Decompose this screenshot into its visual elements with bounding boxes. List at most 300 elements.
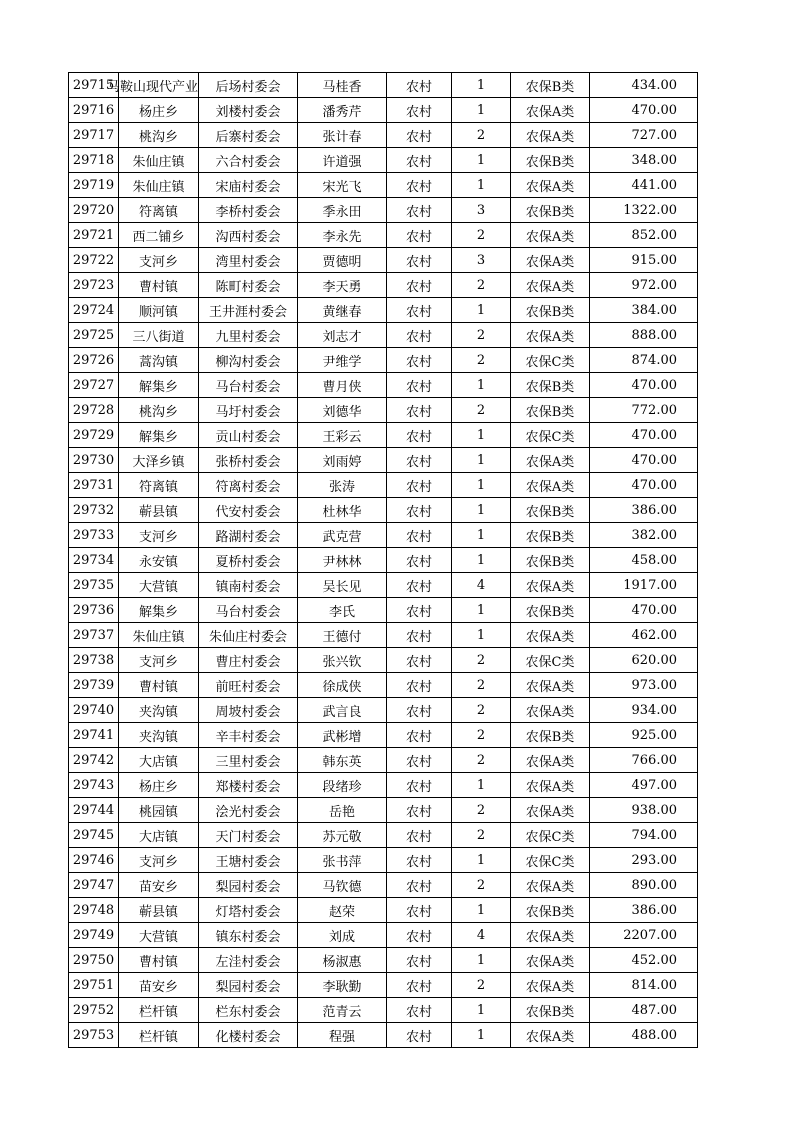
insurance-category-cell: 农保A类 bbox=[511, 748, 590, 773]
family-size-cell: 1 bbox=[452, 523, 511, 548]
serial-number-cell: 29726 bbox=[69, 348, 119, 373]
insurance-category-cell: 农保A类 bbox=[511, 223, 590, 248]
household-type-cell: 农村 bbox=[387, 448, 452, 473]
family-size-cell: 1 bbox=[452, 73, 511, 98]
household-type-cell: 农村 bbox=[387, 673, 452, 698]
name-cell: 尹维学 bbox=[298, 348, 387, 373]
family-size-cell: 4 bbox=[452, 923, 511, 948]
family-size-cell: 1 bbox=[452, 298, 511, 323]
serial-number-cell: 29737 bbox=[69, 623, 119, 648]
household-type-cell: 农村 bbox=[387, 123, 452, 148]
serial-number-cell: 29723 bbox=[69, 273, 119, 298]
village-committee-cell: 沟西村委会 bbox=[199, 223, 298, 248]
table-row bbox=[69, 873, 698, 898]
village-committee-cell: 陈町村委会 bbox=[199, 273, 298, 298]
table-body bbox=[69, 73, 698, 1048]
household-type-cell: 农村 bbox=[387, 823, 452, 848]
township-cell: 顺河镇 bbox=[119, 298, 199, 323]
amount-cell: 888.00 bbox=[590, 323, 698, 348]
township-cell: 苗安乡 bbox=[119, 873, 199, 898]
village-committee-cell: 张桥村委会 bbox=[199, 448, 298, 473]
name-cell: 刘雨婷 bbox=[298, 448, 387, 473]
serial-number-cell: 29748 bbox=[69, 898, 119, 923]
township-cell: 支河乡 bbox=[119, 848, 199, 873]
serial-number-cell: 29716 bbox=[69, 98, 119, 123]
serial-number-cell: 29753 bbox=[69, 1023, 119, 1048]
name-cell: 苏元敬 bbox=[298, 823, 387, 848]
name-cell: 潘秀芹 bbox=[298, 98, 387, 123]
serial-number-cell: 29717 bbox=[69, 123, 119, 148]
family-size-cell: 1 bbox=[452, 898, 511, 923]
amount-cell: 488.00 bbox=[590, 1023, 698, 1048]
township-cell: 大营镇 bbox=[119, 923, 199, 948]
amount-cell: 386.00 bbox=[590, 898, 698, 923]
household-type-cell: 农村 bbox=[387, 548, 452, 573]
household-type-cell: 农村 bbox=[387, 423, 452, 448]
insurance-category-cell: 农保B类 bbox=[511, 548, 590, 573]
serial-number-cell: 29729 bbox=[69, 423, 119, 448]
name-cell: 徐成侠 bbox=[298, 673, 387, 698]
household-type-cell: 农村 bbox=[387, 798, 452, 823]
name-cell: 马钦德 bbox=[298, 873, 387, 898]
table-row bbox=[69, 448, 698, 473]
serial-number-cell: 29736 bbox=[69, 598, 119, 623]
name-cell: 刘志才 bbox=[298, 323, 387, 348]
family-size-cell: 1 bbox=[452, 473, 511, 498]
amount-cell: 925.00 bbox=[590, 723, 698, 748]
serial-number-cell: 29751 bbox=[69, 973, 119, 998]
village-committee-cell: 三里村委会 bbox=[199, 748, 298, 773]
insurance-category-cell: 农保C类 bbox=[511, 823, 590, 848]
name-cell: 武彬增 bbox=[298, 723, 387, 748]
village-committee-cell: 代安村委会 bbox=[199, 498, 298, 523]
household-type-cell: 农村 bbox=[387, 98, 452, 123]
village-committee-cell: 镇东村委会 bbox=[199, 923, 298, 948]
family-size-cell: 1 bbox=[452, 948, 511, 973]
village-committee-cell: 马台村委会 bbox=[199, 598, 298, 623]
township-cell: 曹村镇 bbox=[119, 273, 199, 298]
amount-cell: 386.00 bbox=[590, 498, 698, 523]
insurance-category-cell: 农保A类 bbox=[511, 173, 590, 198]
village-committee-cell: 李桥村委会 bbox=[199, 198, 298, 223]
amount-cell: 874.00 bbox=[590, 348, 698, 373]
household-type-cell: 农村 bbox=[387, 748, 452, 773]
insurance-category-cell: 农保B类 bbox=[511, 73, 590, 98]
name-cell: 尹林林 bbox=[298, 548, 387, 573]
township-cell: 大营镇 bbox=[119, 573, 199, 598]
household-type-cell: 农村 bbox=[387, 473, 452, 498]
household-type-cell: 农村 bbox=[387, 773, 452, 798]
township-cell: 支河乡 bbox=[119, 523, 199, 548]
name-cell: 李耿勤 bbox=[298, 973, 387, 998]
table-row bbox=[69, 223, 698, 248]
family-size-cell: 2 bbox=[452, 348, 511, 373]
insurance-category-cell: 农保C类 bbox=[511, 423, 590, 448]
household-type-cell: 农村 bbox=[387, 248, 452, 273]
table-row bbox=[69, 923, 698, 948]
table-row bbox=[69, 898, 698, 923]
village-committee-cell: 天门村委会 bbox=[199, 823, 298, 848]
amount-cell: 620.00 bbox=[590, 648, 698, 673]
family-size-cell: 1 bbox=[452, 173, 511, 198]
table-row bbox=[69, 648, 698, 673]
amount-cell: 470.00 bbox=[590, 98, 698, 123]
village-committee-cell: 九里村委会 bbox=[199, 323, 298, 348]
name-cell: 马桂香 bbox=[298, 73, 387, 98]
serial-number-cell: 29743 bbox=[69, 773, 119, 798]
insurance-category-cell: 农保A类 bbox=[511, 798, 590, 823]
village-committee-cell: 曹庄村委会 bbox=[199, 648, 298, 673]
amount-cell: 794.00 bbox=[590, 823, 698, 848]
household-type-cell: 农村 bbox=[387, 148, 452, 173]
table-row bbox=[69, 123, 698, 148]
amount-cell: 441.00 bbox=[590, 173, 698, 198]
table-row bbox=[69, 398, 698, 423]
township-cell: 夹沟镇 bbox=[119, 723, 199, 748]
family-size-cell: 1 bbox=[452, 448, 511, 473]
insurance-category-cell: 农保A类 bbox=[511, 573, 590, 598]
serial-number-cell: 29745 bbox=[69, 823, 119, 848]
serial-number-cell: 29728 bbox=[69, 398, 119, 423]
household-type-cell: 农村 bbox=[387, 398, 452, 423]
township-cell: 杨庄乡 bbox=[119, 773, 199, 798]
insurance-category-cell: 农保B类 bbox=[511, 998, 590, 1023]
name-cell: 季永田 bbox=[298, 198, 387, 223]
table-row bbox=[69, 723, 698, 748]
table-row bbox=[69, 73, 698, 98]
village-committee-cell: 朱仙庄村委会 bbox=[199, 623, 298, 648]
table-row bbox=[69, 523, 698, 548]
serial-number-cell: 29734 bbox=[69, 548, 119, 573]
household-type-cell: 农村 bbox=[387, 498, 452, 523]
amount-cell: 915.00 bbox=[590, 248, 698, 273]
household-type-cell: 农村 bbox=[387, 298, 452, 323]
amount-cell: 382.00 bbox=[590, 523, 698, 548]
amount-cell: 890.00 bbox=[590, 873, 698, 898]
village-committee-cell: 后场村委会 bbox=[199, 73, 298, 98]
amount-cell: 1322.00 bbox=[590, 198, 698, 223]
township-cell: 三八街道 bbox=[119, 323, 199, 348]
name-cell: 赵荣 bbox=[298, 898, 387, 923]
township-cell: 解集乡 bbox=[119, 598, 199, 623]
village-committee-cell: 灯塔村委会 bbox=[199, 898, 298, 923]
township-cell: 朱仙庄镇 bbox=[119, 623, 199, 648]
amount-cell: 497.00 bbox=[590, 773, 698, 798]
table-row bbox=[69, 948, 698, 973]
table-row bbox=[69, 498, 698, 523]
household-type-cell: 农村 bbox=[387, 723, 452, 748]
name-cell: 段绪珍 bbox=[298, 773, 387, 798]
household-type-cell: 农村 bbox=[387, 698, 452, 723]
amount-cell: 293.00 bbox=[590, 848, 698, 873]
insurance-category-cell: 农保A类 bbox=[511, 948, 590, 973]
serial-number-cell: 29738 bbox=[69, 648, 119, 673]
village-committee-cell: 周坡村委会 bbox=[199, 698, 298, 723]
family-size-cell: 1 bbox=[452, 598, 511, 623]
township-cell: 解集乡 bbox=[119, 373, 199, 398]
family-size-cell: 2 bbox=[452, 723, 511, 748]
family-size-cell: 1 bbox=[452, 848, 511, 873]
insurance-category-cell: 农保A类 bbox=[511, 698, 590, 723]
serial-number-cell: 29740 bbox=[69, 698, 119, 723]
amount-cell: 938.00 bbox=[590, 798, 698, 823]
insurance-category-cell: 农保A类 bbox=[511, 473, 590, 498]
insurance-category-cell: 农保A类 bbox=[511, 273, 590, 298]
family-size-cell: 1 bbox=[452, 1023, 511, 1048]
family-size-cell: 2 bbox=[452, 398, 511, 423]
name-cell: 许道强 bbox=[298, 148, 387, 173]
serial-number-cell: 29725 bbox=[69, 323, 119, 348]
township-cell: 曹村镇 bbox=[119, 948, 199, 973]
amount-cell: 772.00 bbox=[590, 398, 698, 423]
household-type-cell: 农村 bbox=[387, 623, 452, 648]
insurance-category-cell: 农保C类 bbox=[511, 348, 590, 373]
village-committee-cell: 六合村委会 bbox=[199, 148, 298, 173]
amount-cell: 462.00 bbox=[590, 623, 698, 648]
township-cell: 栏杆镇 bbox=[119, 1023, 199, 1048]
family-size-cell: 1 bbox=[452, 548, 511, 573]
village-committee-cell: 梨园村委会 bbox=[199, 873, 298, 898]
insurance-category-cell: 农保A类 bbox=[511, 973, 590, 998]
name-cell: 杨淑惠 bbox=[298, 948, 387, 973]
village-committee-cell: 王井涯村委会 bbox=[199, 298, 298, 323]
amount-cell: 470.00 bbox=[590, 473, 698, 498]
name-cell: 范青云 bbox=[298, 998, 387, 1023]
serial-number-cell: 29749 bbox=[69, 923, 119, 948]
serial-number-cell: 29718 bbox=[69, 148, 119, 173]
township-cell: 支河乡 bbox=[119, 648, 199, 673]
amount-cell: 470.00 bbox=[590, 598, 698, 623]
amount-cell: 452.00 bbox=[590, 948, 698, 973]
village-committee-cell: 马台村委会 bbox=[199, 373, 298, 398]
family-size-cell: 1 bbox=[452, 423, 511, 448]
serial-number-cell: 29730 bbox=[69, 448, 119, 473]
village-committee-cell: 宋庙村委会 bbox=[199, 173, 298, 198]
table-row bbox=[69, 173, 698, 198]
township-cell: 蕲县镇 bbox=[119, 898, 199, 923]
table-row bbox=[69, 673, 698, 698]
name-cell: 李永先 bbox=[298, 223, 387, 248]
table-row bbox=[69, 273, 698, 298]
township-cell: 马鞍山现代产业 bbox=[119, 73, 199, 98]
table-row bbox=[69, 773, 698, 798]
table-row bbox=[69, 573, 698, 598]
village-committee-cell: 镇南村委会 bbox=[199, 573, 298, 598]
table-row bbox=[69, 798, 698, 823]
village-committee-cell: 左洼村委会 bbox=[199, 948, 298, 973]
township-cell: 朱仙庄镇 bbox=[119, 173, 199, 198]
township-cell: 桃沟乡 bbox=[119, 398, 199, 423]
village-committee-cell: 辛丰村委会 bbox=[199, 723, 298, 748]
serial-number-cell: 29747 bbox=[69, 873, 119, 898]
family-size-cell: 2 bbox=[452, 323, 511, 348]
family-size-cell: 2 bbox=[452, 223, 511, 248]
serial-number-cell: 29727 bbox=[69, 373, 119, 398]
township-cell: 西二铺乡 bbox=[119, 223, 199, 248]
township-cell: 桃沟乡 bbox=[119, 123, 199, 148]
name-cell: 韩东英 bbox=[298, 748, 387, 773]
household-type-cell: 农村 bbox=[387, 948, 452, 973]
insurance-category-cell: 农保A类 bbox=[511, 623, 590, 648]
village-committee-cell: 王塘村委会 bbox=[199, 848, 298, 873]
serial-number-cell: 29752 bbox=[69, 998, 119, 1023]
village-committee-cell: 贡山村委会 bbox=[199, 423, 298, 448]
insurance-category-cell: 农保B类 bbox=[511, 398, 590, 423]
village-committee-cell: 符离村委会 bbox=[199, 473, 298, 498]
family-size-cell: 2 bbox=[452, 748, 511, 773]
serial-number-cell: 29719 bbox=[69, 173, 119, 198]
serial-number-cell: 29731 bbox=[69, 473, 119, 498]
name-cell: 刘德华 bbox=[298, 398, 387, 423]
amount-cell: 727.00 bbox=[590, 123, 698, 148]
table-row bbox=[69, 373, 698, 398]
township-cell: 支河乡 bbox=[119, 248, 199, 273]
household-type-cell: 农村 bbox=[387, 973, 452, 998]
insurance-category-cell: 农保B类 bbox=[511, 373, 590, 398]
serial-number-cell: 29732 bbox=[69, 498, 119, 523]
household-type-cell: 农村 bbox=[387, 598, 452, 623]
household-type-cell: 农村 bbox=[387, 198, 452, 223]
household-type-cell: 农村 bbox=[387, 898, 452, 923]
village-committee-cell: 后寨村委会 bbox=[199, 123, 298, 148]
family-size-cell: 4 bbox=[452, 573, 511, 598]
family-size-cell: 1 bbox=[452, 998, 511, 1023]
table-row bbox=[69, 848, 698, 873]
household-type-cell: 农村 bbox=[387, 173, 452, 198]
family-size-cell: 1 bbox=[452, 373, 511, 398]
insurance-category-cell: 农保C类 bbox=[511, 648, 590, 673]
village-committee-cell: 前旺村委会 bbox=[199, 673, 298, 698]
insurance-category-cell: 农保B类 bbox=[511, 898, 590, 923]
name-cell: 刘成 bbox=[298, 923, 387, 948]
table-row bbox=[69, 148, 698, 173]
village-committee-cell: 梨园村委会 bbox=[199, 973, 298, 998]
amount-cell: 470.00 bbox=[590, 373, 698, 398]
table-row bbox=[69, 348, 698, 373]
family-size-cell: 2 bbox=[452, 648, 511, 673]
household-type-cell: 农村 bbox=[387, 273, 452, 298]
village-committee-cell: 柳沟村委会 bbox=[199, 348, 298, 373]
insurance-category-cell: 农保B类 bbox=[511, 498, 590, 523]
amount-cell: 434.00 bbox=[590, 73, 698, 98]
township-cell: 大泽乡镇 bbox=[119, 448, 199, 473]
village-committee-cell: 刘楼村委会 bbox=[199, 98, 298, 123]
name-cell: 张涛 bbox=[298, 473, 387, 498]
serial-number-cell: 29715 bbox=[69, 73, 119, 98]
household-type-cell: 农村 bbox=[387, 73, 452, 98]
serial-number-cell: 29724 bbox=[69, 298, 119, 323]
township-cell: 桃园镇 bbox=[119, 798, 199, 823]
village-committee-cell: 湾里村委会 bbox=[199, 248, 298, 273]
family-size-cell: 2 bbox=[452, 798, 511, 823]
insurance-category-cell: 农保A类 bbox=[511, 248, 590, 273]
family-size-cell: 2 bbox=[452, 973, 511, 998]
name-cell: 曹月侠 bbox=[298, 373, 387, 398]
table-row bbox=[69, 748, 698, 773]
household-type-cell: 农村 bbox=[387, 923, 452, 948]
amount-cell: 384.00 bbox=[590, 298, 698, 323]
amount-cell: 487.00 bbox=[590, 998, 698, 1023]
household-type-cell: 农村 bbox=[387, 873, 452, 898]
township-cell: 解集乡 bbox=[119, 423, 199, 448]
insurance-category-cell: 农保A类 bbox=[511, 923, 590, 948]
township-cell: 苗安乡 bbox=[119, 973, 199, 998]
township-cell: 蕲县镇 bbox=[119, 498, 199, 523]
township-cell: 朱仙庄镇 bbox=[119, 148, 199, 173]
amount-cell: 470.00 bbox=[590, 423, 698, 448]
name-cell: 王彩云 bbox=[298, 423, 387, 448]
village-committee-cell: 化楼村委会 bbox=[199, 1023, 298, 1048]
serial-number-cell: 29741 bbox=[69, 723, 119, 748]
table-row bbox=[69, 698, 698, 723]
insurance-category-cell: 农保A类 bbox=[511, 673, 590, 698]
amount-cell: 814.00 bbox=[590, 973, 698, 998]
serial-number-cell: 29744 bbox=[69, 798, 119, 823]
family-size-cell: 1 bbox=[452, 773, 511, 798]
name-cell: 岳艳 bbox=[298, 798, 387, 823]
township-cell: 曹村镇 bbox=[119, 673, 199, 698]
insurance-category-cell: 农保C类 bbox=[511, 848, 590, 873]
name-cell: 李天勇 bbox=[298, 273, 387, 298]
township-cell: 夹沟镇 bbox=[119, 698, 199, 723]
name-cell: 程强 bbox=[298, 1023, 387, 1048]
insurance-category-cell: 农保A类 bbox=[511, 773, 590, 798]
household-type-cell: 农村 bbox=[387, 1023, 452, 1048]
table-row bbox=[69, 473, 698, 498]
serial-number-cell: 29750 bbox=[69, 948, 119, 973]
village-committee-cell: 夏桥村委会 bbox=[199, 548, 298, 573]
amount-cell: 852.00 bbox=[590, 223, 698, 248]
name-cell: 张兴钦 bbox=[298, 648, 387, 673]
insurance-category-cell: 农保B类 bbox=[511, 198, 590, 223]
household-type-cell: 农村 bbox=[387, 523, 452, 548]
serial-number-cell: 29733 bbox=[69, 523, 119, 548]
amount-cell: 934.00 bbox=[590, 698, 698, 723]
table-row bbox=[69, 1023, 698, 1048]
household-type-cell: 农村 bbox=[387, 573, 452, 598]
name-cell: 张书萍 bbox=[298, 848, 387, 873]
family-size-cell: 1 bbox=[452, 498, 511, 523]
table-row bbox=[69, 98, 698, 123]
amount-cell: 972.00 bbox=[590, 273, 698, 298]
family-size-cell: 1 bbox=[452, 623, 511, 648]
family-size-cell: 2 bbox=[452, 273, 511, 298]
table-row bbox=[69, 998, 698, 1023]
township-cell: 大店镇 bbox=[119, 823, 199, 848]
insurance-category-cell: 农保A类 bbox=[511, 1023, 590, 1048]
household-type-cell: 农村 bbox=[387, 223, 452, 248]
family-size-cell: 1 bbox=[452, 98, 511, 123]
township-cell: 蒿沟镇 bbox=[119, 348, 199, 373]
amount-cell: 458.00 bbox=[590, 548, 698, 573]
village-committee-cell: 浍光村委会 bbox=[199, 798, 298, 823]
name-cell: 杜林华 bbox=[298, 498, 387, 523]
serial-number-cell: 29722 bbox=[69, 248, 119, 273]
family-size-cell: 2 bbox=[452, 673, 511, 698]
name-cell: 武克营 bbox=[298, 523, 387, 548]
family-size-cell: 2 bbox=[452, 823, 511, 848]
table-row bbox=[69, 598, 698, 623]
insurance-category-cell: 农保B类 bbox=[511, 598, 590, 623]
family-size-cell: 1 bbox=[452, 148, 511, 173]
township-cell: 符离镇 bbox=[119, 198, 199, 223]
insurance-category-cell: 农保B类 bbox=[511, 723, 590, 748]
serial-number-cell: 29720 bbox=[69, 198, 119, 223]
data-table bbox=[68, 72, 698, 1048]
household-type-cell: 农村 bbox=[387, 648, 452, 673]
township-cell: 大店镇 bbox=[119, 748, 199, 773]
insurance-category-cell: 农保B类 bbox=[511, 298, 590, 323]
